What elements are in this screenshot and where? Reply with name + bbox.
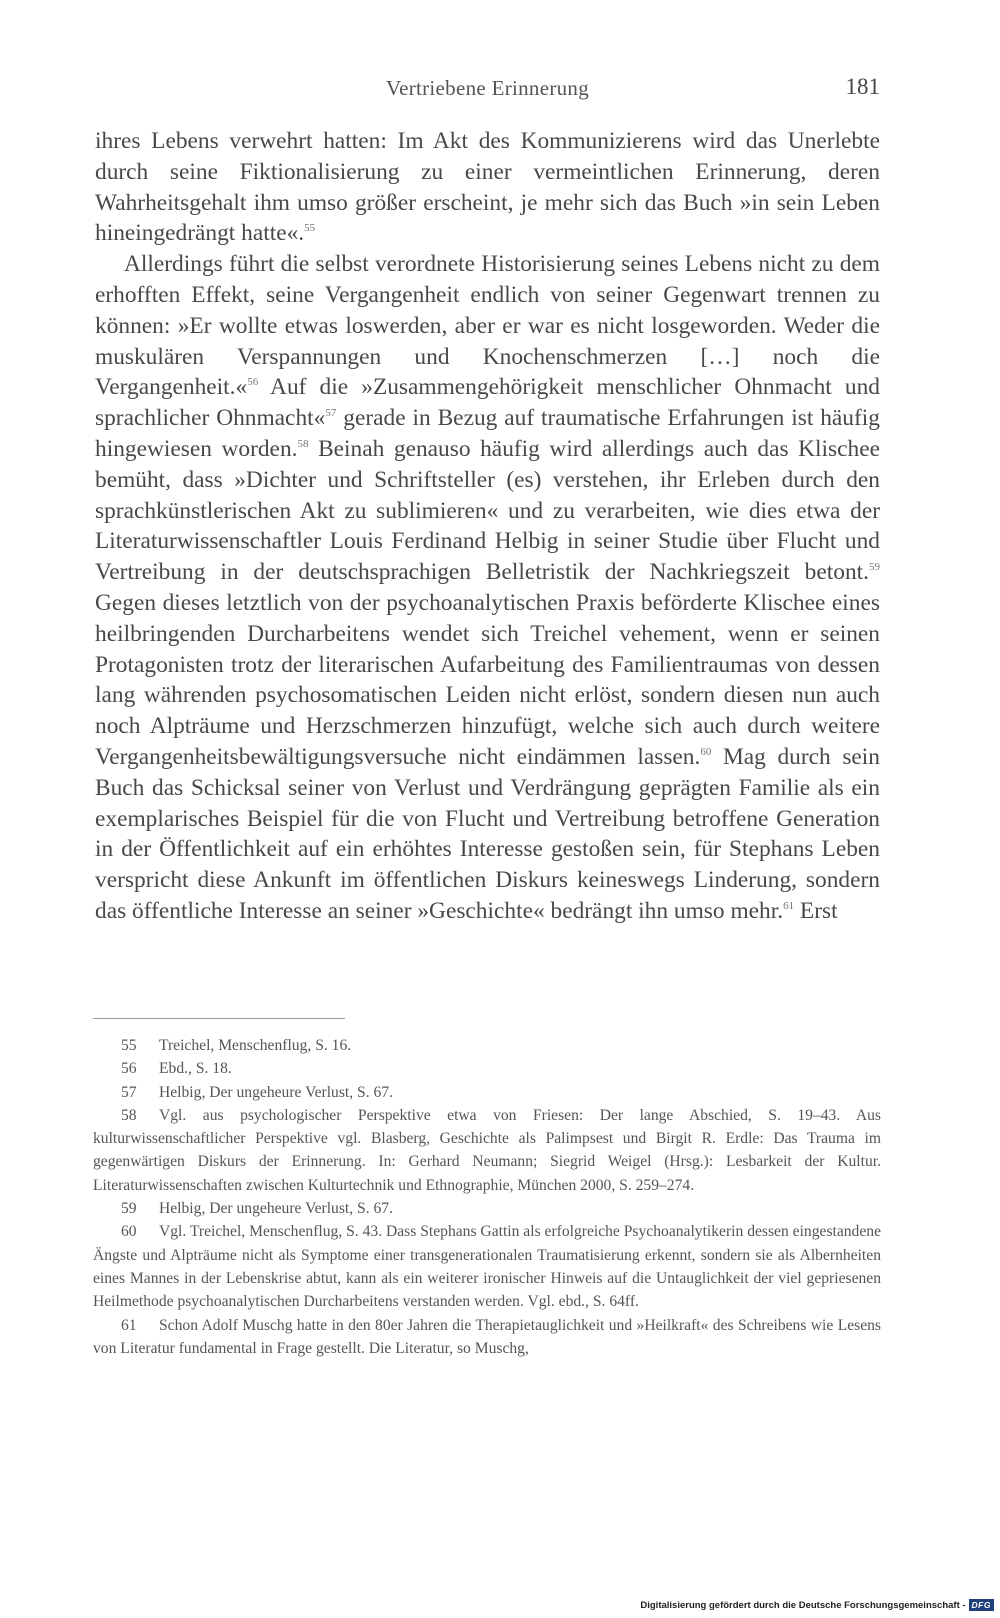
footnote-text: Schon Adolf Muschg hatte in den 80er Jahren die Therapietauglichkeit und »Heilkraft« des Schreibens wie Lesens von Literatur fundamental in Frage gestellt. Die Literatur, so Muschg, [93, 1316, 881, 1357]
page-number: 181 [845, 74, 880, 99]
paragraph-2-text-2: Auf die »Zusammengehörigkeit menschlicher Ohnmacht und sprachlicher Ohnmacht« [95, 374, 880, 432]
footnote-text: Helbig, Der ungeheure Verlust, S. 67. [159, 1083, 394, 1101]
footnote-number: 55 [121, 1037, 137, 1054]
funding-note: Digitalisierung gefördert durch die Deutsche Forschungsgemeinschaft - [640, 1599, 966, 1611]
footnote-ref-55[interactable]: 55 [304, 222, 316, 235]
footnote-number: 60 [121, 1223, 137, 1241]
footnote-number: 61 [121, 1316, 137, 1334]
paragraph-2 [95, 249, 880, 927]
paragraph-1-text: ihres Lebens verwehrt hatten: Im Akt des Kommunizierens wird das Unerlebte durch seine Fiktionalisierung zu einer vermeintlichen Erinnerung, deren Wahrheitsgehalt ihm umso größer erscheint, je mehr sich das Buch »in sein Leben hineingedrängt hatte«. [95, 128, 880, 247]
footnote-separator [93, 1018, 345, 1019]
footnote-text: Vgl. aus psychologischer Perspektive etwa von Friesen: Der lange Abschied, S. 19–43. Aus kulturwissenschaftlicher Perspektive vgl. Blasberg, Geschichte als Palimpsest und Birgit R. Erdle: Das Trauma im gegenwärtigen Diskurs der Erinnerung. In: Gerhard Neumann; Siegrid Weigel (Hrsg.): Lesbarkeit der Kultur. Literaturwissenschaften zwischen Kulturtechnik und Ethnographie, München 2000, S. 259–274. [93, 1106, 881, 1194]
footnote-number: 57 [121, 1083, 137, 1101]
paragraph-2-text-3: gerade in Bezug auf traumatische Erfahrungen ist häufig hingewiesen worden. [95, 405, 880, 462]
footnote-text: Ebd., S. 18. [159, 1060, 232, 1078]
paragraph-2-text-4: Beinah genauso häufig wird allerdings auch das Klischee bemüht, dass »Dichter und Schriftsteller (es) verstehen, ihr Erleben durch den sprachkünstlerischen Akt zu sublimieren« und zu verarbeiten, wie dies etwa der Literaturwissenschaftler Louis Ferdinand Helbig in seiner Studie über Flucht und Vertreibung in der deutschsprachigen Belletristik der Nachkriegszeit betont. [95, 435, 880, 586]
footnote-ref-58[interactable]: 58 [297, 438, 309, 451]
footnote-text: Helbig, Der ungeheure Verlust, S. 67. [159, 1200, 394, 1218]
paragraph-2-text-1: Allerdings führt die selbst verordnete Historisierung seines Lebens nicht zu dem erhofften Effekt, seine Vergangenheit endlich von seiner Gegenwart trennen zu können: »Er wollte etwas loswerden, aber er war es nicht losgeworden. Weder die muskulären Verspannungen und Knochenschmerzen […] noch die Vergangenheit.« [95, 251, 880, 401]
page-header [95, 76, 880, 106]
footnote-text: Treichel, Menschenflug, S. 16. [159, 1037, 352, 1054]
footnote-57 [93, 1081, 881, 1104]
footnote-ref-61[interactable]: 61 [783, 900, 795, 913]
paragraph-1 [95, 126, 880, 249]
footnote-59 [93, 1197, 881, 1220]
footnote-text: Vgl. Treichel, Menschenflug, S. 43. Dass Stephans Gattin als erfolgreiche Psychoanalytikerin dessen eingestandene Ängste und Alpträume nicht als Symptome einer transgenerationalen Traumatisierung erkennt, sondern sie als Albernheiten eines Mannes in der Lebenskrise abtut, kann als ein weiterer ironischer Hinweis auf die Untauglichkeit der viel gepriesenen Heilmethode psychoanalytischen Durcharbeitens verstanden werden. Vgl. ebd., S. 64ff. [93, 1223, 881, 1311]
footnote-ref-56[interactable]: 56 [247, 376, 259, 389]
footnote-61 [93, 1314, 881, 1361]
footnote-56 [93, 1057, 881, 1080]
paragraph-2-text-5: Gegen dieses letztlich von der psychoanalytischen Praxis beförderte Klischee eines heilbringenden Durcharbeitens wendet sich Treichel vehement, wenn er seinen Protagonisten trotz der literarischen Aufarbeitung des Familientraumas von dessen lang währenden psychosomatischen Leiden nicht erlöst, sondern diesen nun auch noch Alpträume und Herzschmerzen hinzufügt, welche sich auch durch weitere Vergangenheitsbewältigungsversuche nicht eindämmen lassen. [95, 589, 880, 770]
footnote-55 [93, 1034, 881, 1057]
paragraph-2-text-6: Mag durch sein Buch das Schicksal seiner von Verlust und Verdrängung geprägten Familie als ein exemplarisches Beispiel für die von Flucht und Vertreibung betroffene Generation in der Öffentlichkeit auf ein erhöhtes Interesse gestoßen sein, für Stephans Leben verspricht diese Ankunft im öffentlichen Diskurs keineswegs Linderung, sondern das öffentliche Interesse an seiner »Geschichte« bedrängt ihn umso mehr. [95, 743, 880, 924]
funding-banner [640, 1598, 994, 1612]
main-text-body [95, 126, 880, 927]
footnotes-section [93, 1034, 881, 1360]
running-title: Vertriebene Erinnerung [385, 76, 590, 100]
footnote-58 [93, 1104, 881, 1197]
footnote-ref-59[interactable]: 59 [869, 561, 880, 574]
footnote-ref-57[interactable]: 57 [325, 407, 337, 420]
footnote-ref-60[interactable]: 60 [700, 746, 712, 759]
footnote-number: 56 [121, 1060, 137, 1078]
footnote-number: 59 [121, 1200, 137, 1218]
paragraph-2-text-7: Erst [794, 897, 838, 924]
footnote-60 [93, 1220, 881, 1313]
footnote-number: 58 [121, 1106, 137, 1124]
dfg-logo: DFG [969, 1599, 994, 1611]
